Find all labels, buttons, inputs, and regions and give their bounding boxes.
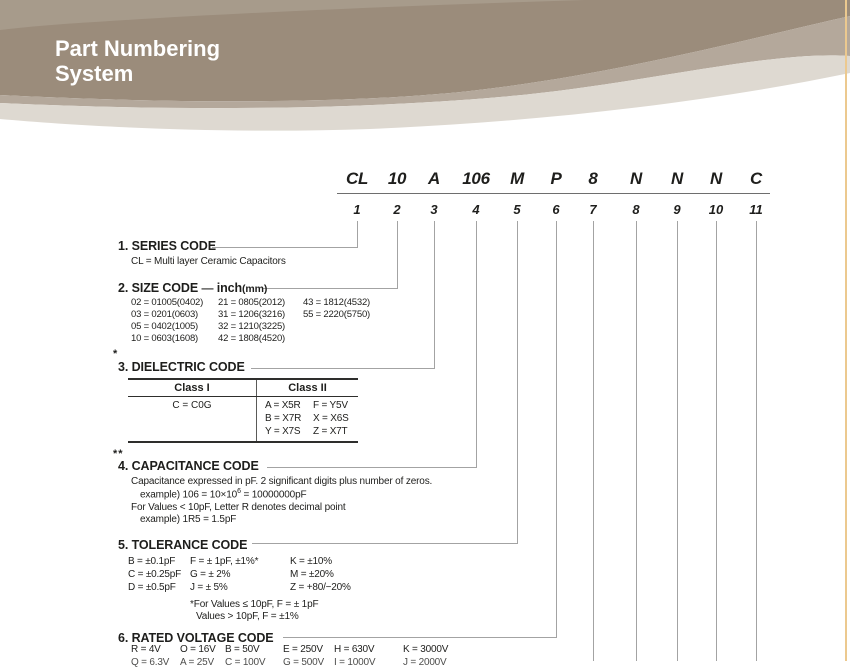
- section-heading-dielectric-code: 3. DIELECTRIC CODE: [118, 360, 245, 374]
- capacitance-footnote-marker: **: [113, 448, 124, 460]
- dielectric-class2-header: Class II: [256, 380, 358, 396]
- voltage-entry: I = 1000V: [334, 657, 376, 668]
- size-code-entry: 42 = 1808(4520): [218, 333, 285, 344]
- position-digit: 3: [430, 202, 438, 217]
- tolerance-entry: B = ±0.1pF: [128, 556, 176, 567]
- section-heading-size-code: [118, 281, 267, 295]
- voltage-entry: O = 16V: [180, 644, 216, 655]
- size-code-entry: 55 = 2220(5750): [303, 309, 370, 320]
- capacitance-note-line3: For Values < 10pF, Letter R denotes decimal point: [131, 502, 346, 513]
- dielectric-entry: B = X7R: [265, 413, 302, 424]
- size-code-unit-mm: (mm): [242, 283, 268, 295]
- part-code-segment: N: [630, 169, 642, 188]
- dielectric-row: [265, 425, 358, 438]
- part-code-segment: CL: [345, 169, 369, 188]
- dielectric-table-header-row: [128, 380, 358, 397]
- size-code-heading-label: 2. SIZE CODE: [118, 281, 199, 295]
- part-code-segment: C: [750, 169, 762, 188]
- voltage-entry: E = 250V: [283, 644, 323, 655]
- capacitance-example-prefix: example) 106 = 10×10: [140, 489, 238, 501]
- tolerance-entry: J = ± 5%: [190, 582, 228, 593]
- size-code-unit: inch: [216, 281, 243, 295]
- dielectric-footnote-marker: *: [113, 348, 119, 360]
- voltage-entry: B = 50V: [225, 644, 260, 655]
- section-heading-rated-voltage-code: 6. RATED VOLTAGE CODE: [118, 631, 274, 645]
- size-code-entry: 31 = 1206(3216): [218, 309, 285, 320]
- tolerance-entry: Z = +80/−20%: [290, 582, 351, 593]
- position-digit: 11: [749, 202, 763, 217]
- position-digit: 8: [632, 202, 640, 217]
- tolerance-footnote-line2: Values > 10pF, F = ±1%: [196, 611, 299, 622]
- size-code-entry: 03 = 0201(0603): [131, 309, 198, 320]
- voltage-entry: H = 630V: [334, 644, 375, 655]
- voltage-entry: R = 4V: [131, 644, 161, 655]
- tolerance-entry: M = ±20%: [290, 569, 334, 580]
- part-code-segment: A: [428, 169, 440, 188]
- size-code-entry: 10 = 0603(1608): [131, 333, 198, 344]
- size-code-entry: 05 = 0402(1005): [131, 321, 198, 332]
- page-title-line1: Part Numbering: [55, 36, 221, 61]
- dielectric-row: [265, 412, 358, 425]
- voltage-entry: A = 25V: [180, 657, 214, 668]
- position-digit: 7: [589, 202, 597, 217]
- part-code-segment: 8: [588, 169, 598, 188]
- tolerance-entry: D = ±0.5pF: [128, 582, 176, 593]
- capacitance-exponent: 6: [237, 488, 241, 495]
- page-right-border: [845, 0, 847, 661]
- dielectric-code-table: [128, 378, 358, 443]
- size-code-entry: 32 = 1210(3225): [218, 321, 285, 332]
- dielectric-entry: Y = X7S: [265, 426, 301, 437]
- size-code-dash: —: [201, 281, 214, 295]
- size-code-entry: 21 = 0805(2012): [218, 297, 285, 308]
- dielectric-entry: F = Y5V: [313, 400, 348, 411]
- position-digit: 2: [393, 202, 401, 217]
- voltage-entry: C = 100V: [225, 657, 266, 668]
- size-code-entry: 02 = 01005(0402): [131, 297, 204, 308]
- position-digit: 10: [708, 202, 724, 217]
- size-code-column-3: [303, 297, 370, 321]
- position-digit: 5: [513, 202, 521, 217]
- tolerance-entry: K = ±10%: [290, 556, 332, 567]
- dielectric-class1-header: Class I: [174, 382, 210, 394]
- part-code-segment: M: [510, 169, 524, 188]
- part-code-underline: [337, 193, 770, 194]
- section-heading-series-code: 1. SERIES CODE: [118, 239, 216, 253]
- tolerance-entry: F = ± 1pF, ±1%*: [190, 556, 259, 567]
- dielectric-class1-value: C = C0G: [172, 400, 212, 411]
- tolerance-column-3: [290, 555, 351, 594]
- capacitance-note-line1: Capacitance expressed in pF. 2 significant digits plus number of zeros.: [131, 476, 433, 487]
- tolerance-column-1: [128, 555, 181, 594]
- voltage-entry: J = 2000V: [403, 657, 447, 668]
- dielectric-entry: Z = X7T: [313, 426, 348, 437]
- part-code-segment: 106: [462, 169, 490, 188]
- size-code-entry: 43 = 1812(4532): [303, 297, 370, 308]
- capacitance-example-suffix: = 10000000pF: [240, 489, 307, 501]
- page-title-line2: System: [55, 61, 134, 86]
- tolerance-entry: C = ±0.25pF: [128, 569, 182, 580]
- position-digit: 1: [353, 202, 361, 217]
- position-digit: 9: [673, 202, 681, 217]
- size-code-column-1: [131, 297, 203, 345]
- part-code-segment: N: [710, 169, 722, 188]
- dielectric-class2-values: [256, 397, 358, 441]
- position-digit: 4: [472, 202, 480, 217]
- dielectric-row: [265, 399, 358, 412]
- size-code-column-2: [218, 297, 285, 345]
- voltage-entry: Q = 6.3V: [131, 657, 170, 668]
- section-heading-tolerance-code: 5. TOLERANCE CODE: [118, 538, 248, 552]
- voltage-entry: K = 3000V: [403, 644, 449, 655]
- dielectric-entry: X = X6S: [313, 413, 349, 424]
- capacitance-note-line2: [140, 488, 306, 500]
- page-title: [55, 36, 220, 86]
- series-code-note: CL = Multi layer Ceramic Capacitors: [131, 256, 286, 267]
- section-heading-capacitance-code: 4. CAPACITANCE CODE: [118, 459, 259, 473]
- dielectric-entry: A = X5R: [265, 400, 301, 411]
- tolerance-footnote-line1: *For Values ≤ 10pF, F = ± 1pF: [190, 599, 319, 610]
- part-code-segment: 10: [387, 169, 407, 188]
- part-code-segment: N: [671, 169, 683, 188]
- capacitance-note-line4: example) 1R5 = 1.5pF: [140, 514, 237, 525]
- tolerance-column-2: [190, 555, 258, 594]
- voltage-entry: G = 500V: [283, 657, 324, 668]
- dielectric-table-body: [128, 397, 358, 441]
- tolerance-entry: G = ± 2%: [190, 569, 231, 580]
- position-digit: 6: [552, 202, 560, 217]
- part-code-segment: P: [550, 169, 562, 188]
